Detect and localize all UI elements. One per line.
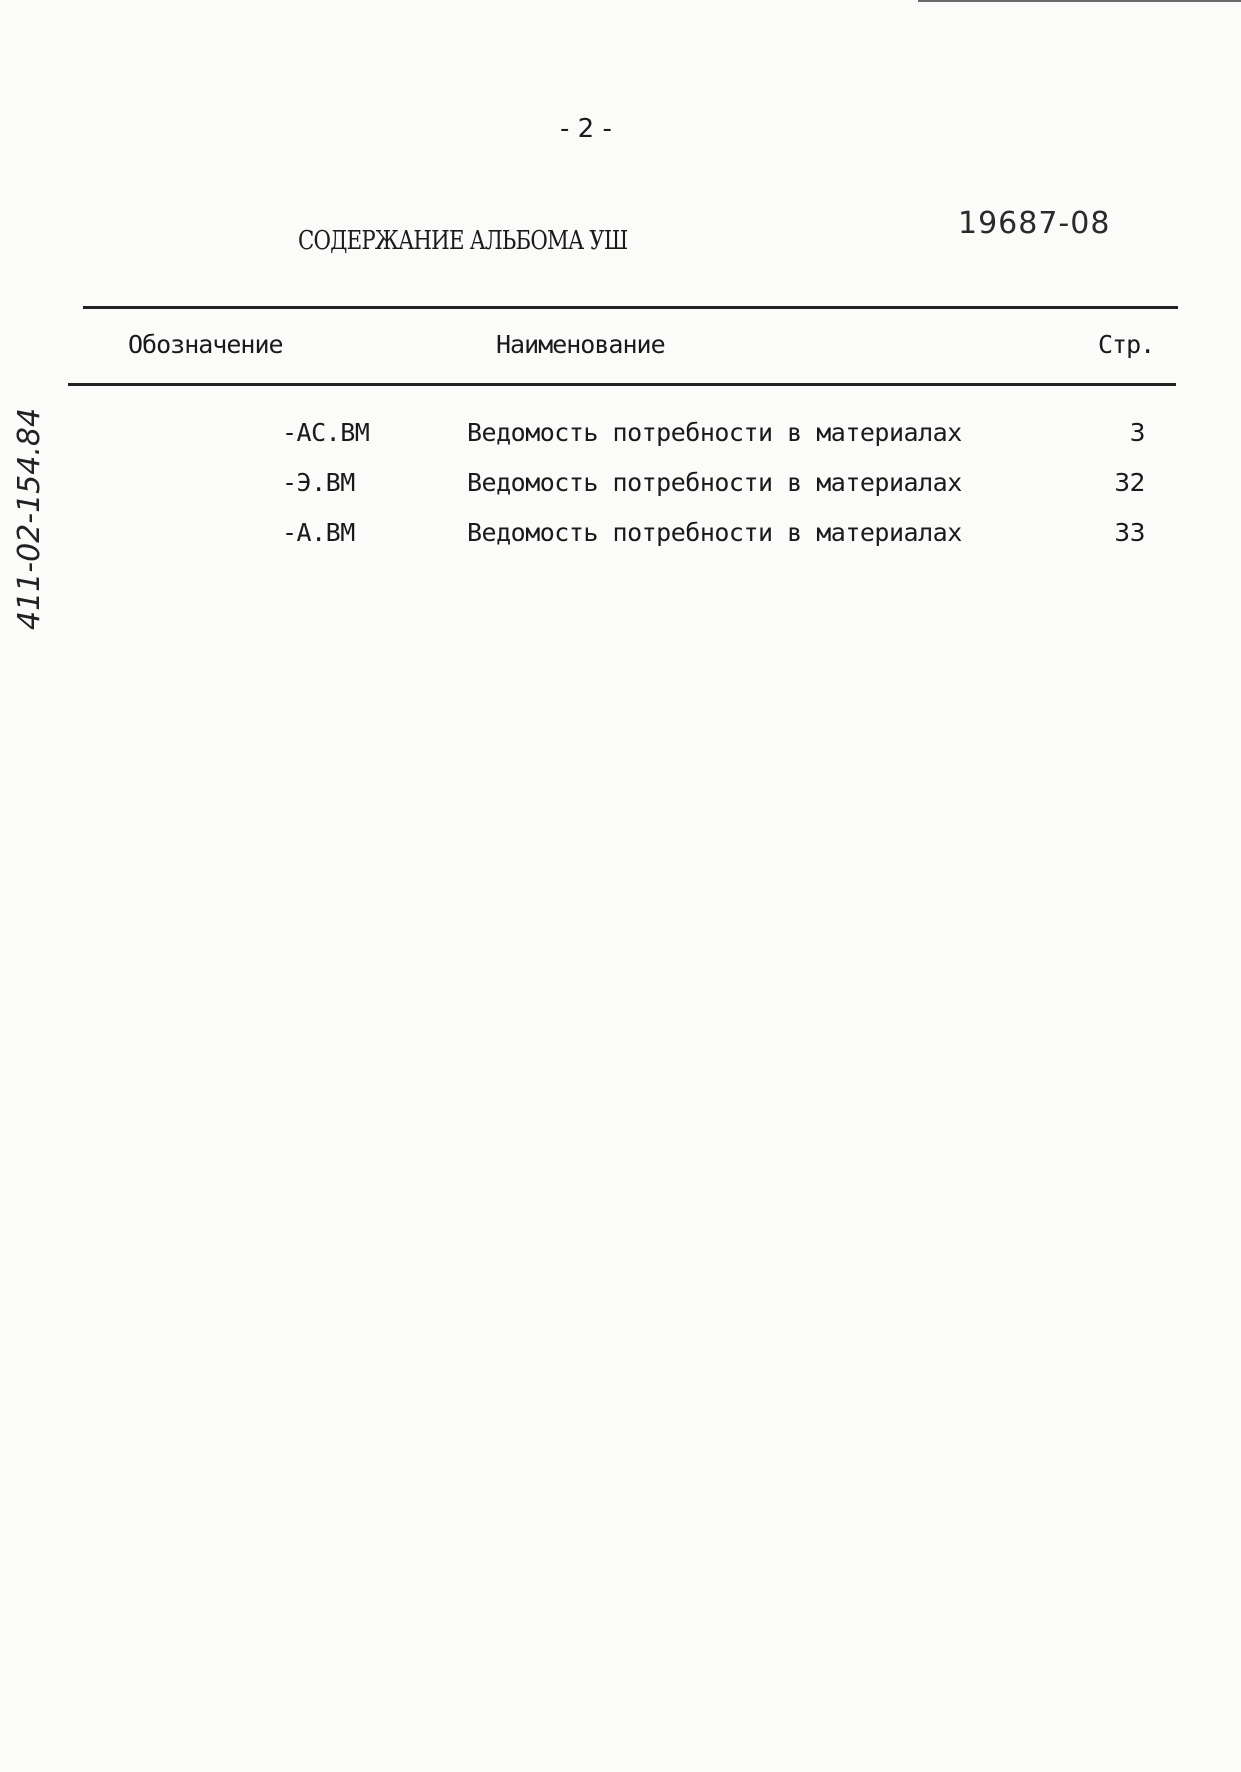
header-name: Наименование bbox=[496, 330, 665, 359]
table-top-rule bbox=[83, 306, 1178, 309]
row-code: -Э.ВМ bbox=[282, 468, 355, 497]
header-page: Стр. bbox=[1098, 330, 1155, 359]
page-number: - 2 - bbox=[560, 114, 612, 144]
top-edge-line bbox=[918, 0, 1241, 2]
table-header-rule bbox=[68, 383, 1176, 386]
header-code: Обозначение bbox=[128, 330, 283, 359]
table-row bbox=[0, 418, 1241, 458]
row-code: -А.ВМ bbox=[282, 518, 355, 547]
row-name: Ведомость потребности в материалах bbox=[467, 418, 962, 447]
side-stamp: 411-02-154.84 bbox=[12, 407, 47, 630]
row-name: Ведомость потребности в материалах bbox=[467, 468, 962, 497]
row-page: 3 bbox=[1129, 418, 1145, 447]
table-row bbox=[0, 468, 1241, 508]
row-page: 33 bbox=[1114, 518, 1145, 547]
row-code: -АС.ВМ bbox=[282, 418, 370, 447]
page-title: СОДЕРЖАНИЕ АЛЬБОМА УШ bbox=[298, 226, 628, 256]
row-page: 32 bbox=[1114, 468, 1145, 497]
row-name: Ведомость потребности в материалах bbox=[467, 518, 962, 547]
table-row bbox=[0, 518, 1241, 558]
document-code: 19687-08 bbox=[958, 206, 1111, 241]
